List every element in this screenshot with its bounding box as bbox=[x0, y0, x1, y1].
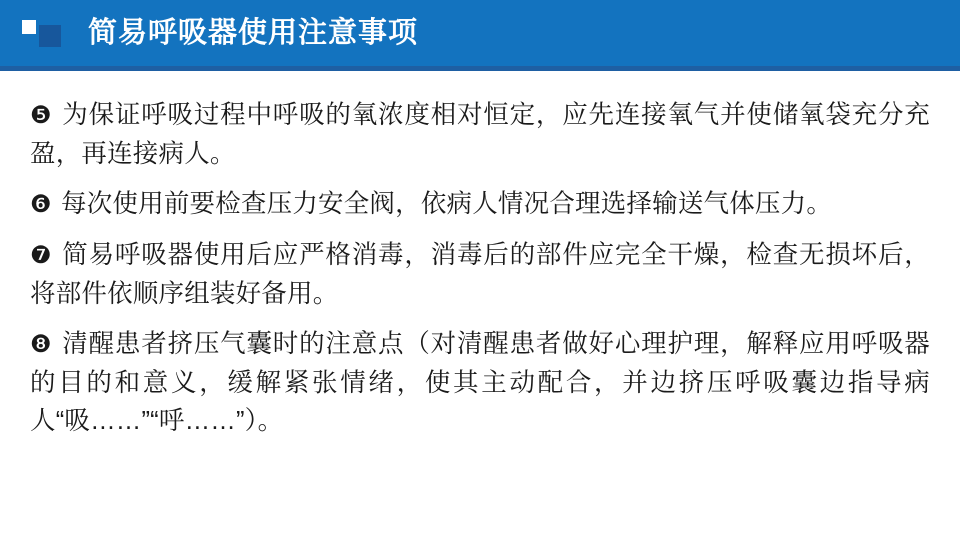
list-item bbox=[30, 325, 930, 440]
list-item-text: 为保证呼吸过程中呼吸的氧浓度相对恒定，应先连接氧气并使储氧袋充分充盈，再连接病人。 bbox=[30, 101, 930, 168]
page-title: 简易呼吸器使用注意事项 bbox=[88, 17, 419, 49]
list-item-text: 简易呼吸器使用后应严格消毒，消毒后的部件应完全干燥，检查无损坏后，将部件依顺序组装好备用。 bbox=[30, 241, 930, 308]
header-decoration bbox=[22, 20, 62, 50]
list-marker: ❻ bbox=[30, 191, 52, 218]
list-item bbox=[30, 185, 930, 224]
list-marker: ❺ bbox=[30, 102, 53, 129]
list-item bbox=[30, 96, 930, 173]
white-square-icon bbox=[22, 20, 36, 34]
blue-square-icon bbox=[39, 25, 61, 47]
slide-body bbox=[30, 96, 930, 452]
list-marker: ❼ bbox=[30, 242, 53, 269]
list-marker: ❽ bbox=[30, 331, 53, 358]
list-item bbox=[30, 236, 930, 313]
list-item-text: 清醒患者挤压气囊时的注意点（对清醒患者做好心理护理，解释应用呼吸器的目的和意义，缓解紧张情绪，使其主动配合，并边挤压呼吸囊边指导病人“吸……”“呼……”）。 bbox=[30, 330, 930, 435]
header-underline bbox=[0, 66, 960, 71]
footer-strip bbox=[0, 514, 960, 540]
list-item-text: 每次使用前要检查压力安全阀，依病人情况合理选择输送气体压力。 bbox=[61, 190, 833, 218]
